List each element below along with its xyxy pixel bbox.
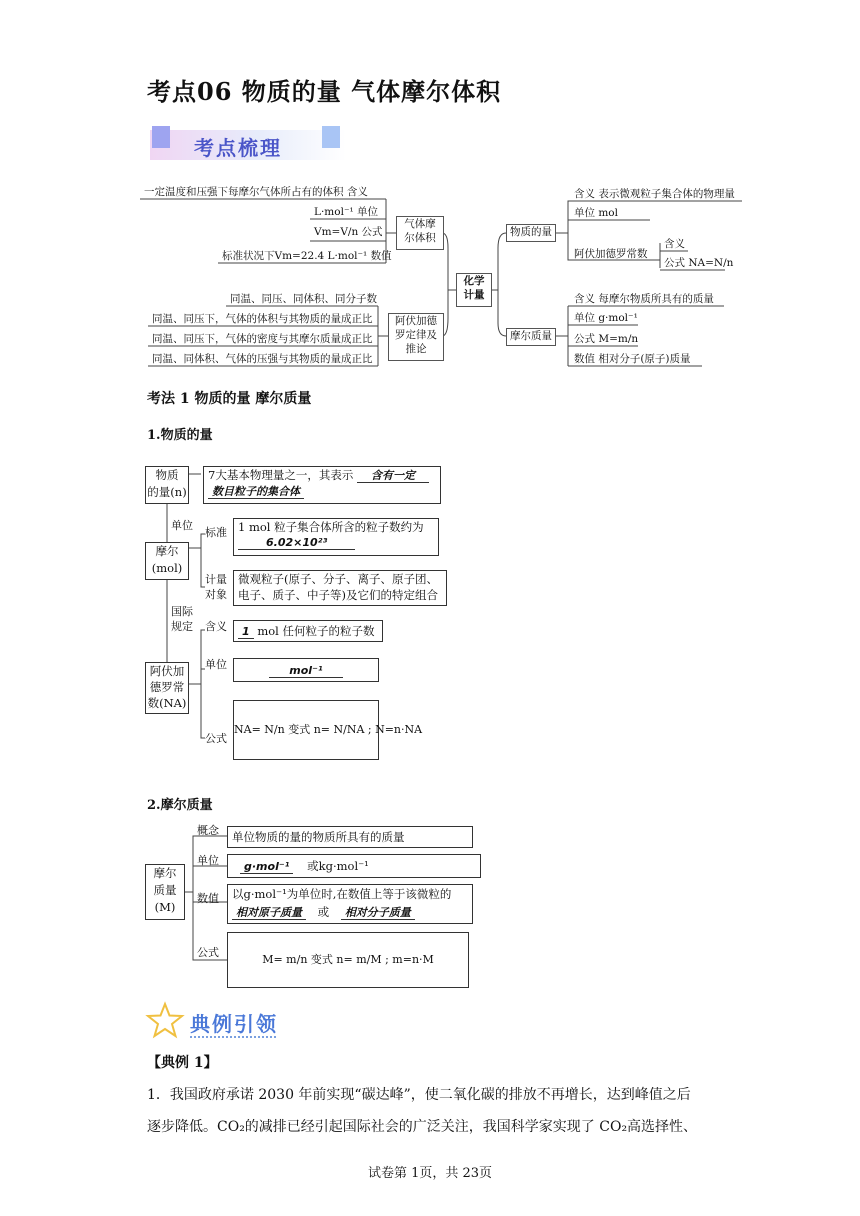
avogadro-item-3: 同温、同压下，气体的密度与其摩尔质量成正比	[152, 333, 373, 345]
label-international: 国际 规定	[171, 605, 193, 633]
unit-box-m	[227, 854, 481, 878]
value-or: 或	[317, 905, 330, 919]
node-avogadro-law: 阿伏加德 罗定律及 推论	[388, 313, 444, 361]
section-heading-molar-mass: 2.摩尔质量	[147, 798, 213, 813]
molar-unit: 单位 g·mol⁻¹	[574, 312, 638, 324]
value-box	[227, 884, 473, 924]
label-formula: 公式	[205, 732, 227, 745]
paragraph-line-1: 1．我国政府承诺 2030 年前实现“碳达峰”，使二氧化碳的排放不再增长，达到峰值之后	[147, 1087, 691, 1103]
avogadro-constant-formula: 公式 NA=N/n	[664, 257, 734, 269]
node-molar-mass: 摩尔质量	[506, 328, 556, 346]
avogadro-item-4: 同温、同体积、气体的压强与其物质的量成正比	[152, 353, 373, 365]
label-concept: 概念	[197, 824, 219, 837]
section-heading-amount: 1.物质的量	[147, 428, 213, 443]
label-unit-m: 单位	[197, 854, 219, 867]
molar-value: 数值 相对分子(原子)质量	[574, 353, 691, 365]
node-amount-of-substance: 物质的量	[506, 224, 556, 242]
molar-formula: 公式 M=m/n	[574, 333, 639, 345]
meaning-box	[233, 620, 383, 642]
avogadro-item-1: 同温、同压、同体积、同分子数	[230, 293, 377, 305]
label-formula-m: 公式	[197, 946, 219, 959]
counting-object-box	[233, 570, 447, 606]
standard-text: 1 mol 粒子集合体所含的粒子数约为	[238, 520, 424, 534]
mindmap	[140, 178, 750, 378]
counting-object-line-1: 微观粒子(原子、分子、离子、原子团、	[238, 572, 438, 586]
label-standard: 标准	[205, 526, 227, 539]
gas-formula: Vm=V/n 公式	[314, 226, 383, 238]
page-footer: 试卷第 1页，共 23页	[367, 1166, 493, 1181]
label-unit: 单位	[171, 519, 193, 532]
value-fill-a: 相对原子质量	[232, 906, 306, 920]
node-amount: 物质 的量(n)	[145, 466, 189, 504]
amount-definition-box	[203, 466, 441, 504]
amount-definition-fill-a: 含有一定	[357, 469, 429, 483]
amount-definition-fill-b: 数目粒子的集合体	[208, 485, 304, 499]
banner-title-example: 典例引领	[190, 1012, 278, 1036]
formula-box: NA= N/n 变式 n= N/NA ; N=n·NA	[233, 700, 379, 760]
label-unit-na: 单位	[205, 658, 227, 671]
amount-unit: 单位 mol	[574, 207, 618, 219]
node-center-chemical-measurement: 化学 计量	[456, 273, 492, 307]
page-title: 考点06 物质的量 气体摩尔体积	[147, 77, 502, 106]
value-text: 以g·mol⁻¹为单位时,在数值上等于该微粒的	[232, 887, 452, 901]
meaning-text: mol 任何粒子的粒子数	[257, 624, 375, 638]
gas-unit: L·mol⁻¹ 单位	[314, 206, 379, 218]
meaning-fill: 1	[238, 625, 254, 639]
concept-box: 单位物质的量的物质所具有的质量	[227, 826, 473, 848]
counting-object-line-2: 电子、质子、中子等)及它们的特定组合	[238, 588, 438, 602]
node-mole: 摩尔 (mol)	[145, 542, 189, 580]
value-fill-b: 相对分子质量	[341, 906, 415, 920]
node-molar-mass: 摩尔 质量 (M)	[145, 864, 185, 920]
label-value: 数值	[197, 892, 219, 905]
paragraph-line-2: 逐步降低。CO₂的减排已经引起国际社会的广泛关注，我国科学家实现了 CO₂高选择性、	[147, 1119, 698, 1135]
example-heading: 【典例 1】	[147, 1055, 218, 1071]
standard-box	[233, 518, 439, 556]
node-avogadro-constant: 阿伏加 德罗常 数(NA)	[145, 662, 189, 714]
section-banner-review	[150, 126, 346, 164]
amount-meaning: 含义 表示微观粒子集合体的物理量	[574, 188, 735, 200]
amount-definition-text: 7大基本物理量之一，其表示	[208, 468, 354, 482]
avogadro-item-2: 同温、同压下，气体的体积与其物质的量成正比	[152, 313, 373, 325]
mindmap-lines	[140, 178, 750, 378]
star-icon	[146, 1002, 184, 1038]
standard-fill: 6.02×10²³	[238, 536, 355, 550]
formula-box-m: M= m/n 变式 n= m/M ; m=n·M	[227, 932, 469, 988]
diagram-amount-of-substance	[145, 462, 445, 762]
gas-meaning: 一定温度和压强下每摩尔气体所占有的体积 含义	[144, 186, 368, 198]
method-heading: 考法 1 物质的量 摩尔质量	[147, 391, 312, 407]
section-banner-example	[146, 1002, 286, 1042]
molar-meaning: 含义 每摩尔物质所具有的质量	[574, 293, 714, 305]
label-meaning: 含义	[205, 620, 227, 633]
label-counting-object: 计量 对象	[205, 573, 227, 601]
unit-fill-m: g·mol⁻¹	[240, 860, 293, 874]
avogadro-constant-meaning: 含义	[664, 238, 685, 250]
avogadro-constant: 阿伏加德罗常数	[574, 248, 648, 260]
unit-text-m: 或kg·mol⁻¹	[307, 859, 369, 873]
banner-title: 考点梳理	[194, 136, 282, 160]
gas-value: 标准状况下Vm=22.4 L·mol⁻¹ 数值	[222, 250, 392, 262]
unit-box	[233, 658, 379, 682]
unit-fill: mol⁻¹	[269, 664, 342, 678]
diagram-molar-mass	[145, 822, 475, 992]
node-gas-molar-volume: 气体摩 尔体积	[396, 216, 444, 250]
